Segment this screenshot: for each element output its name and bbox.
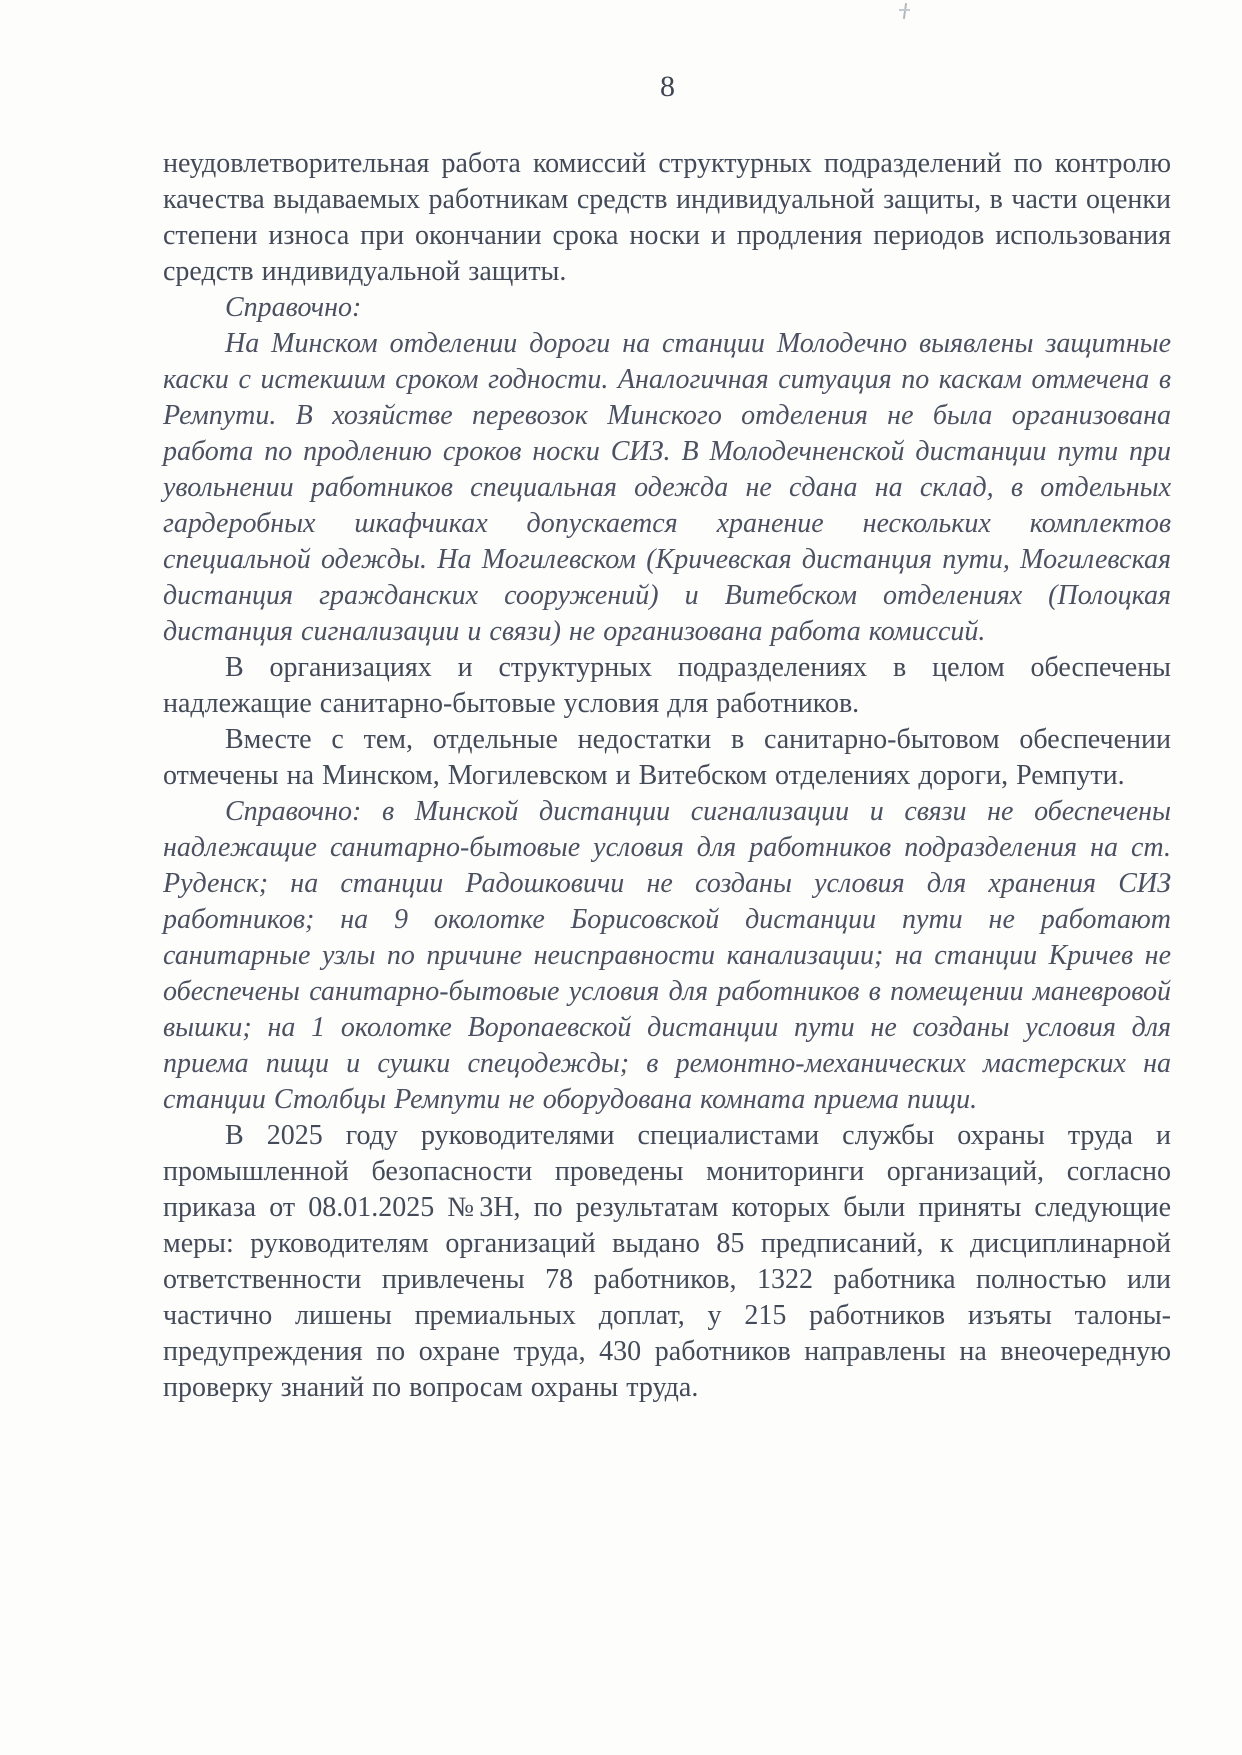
paragraph-sanitary-conditions-overall: В организациях и структурных подразделениях в целом обеспечены надлежащие санитарно-бытовые условия для работников. <box>163 652 1171 719</box>
reference-note-siz-details: На Минском отделении дороги на станции Молодечно выявлены защитные каски с истекшим сроком годности. Аналогичная ситуация по каскам отмечена в Ремпути. В хозяйстве перевозок Минского отделения не была организована работа по продлению сроков носки СИЗ. В Молодечненской дистанции пути при увольнении работников специальная одежда не сдана на склад, в отдельных гардеробных шкафчиках допускается хранение нескольких комплектов специальной одежды. На Могилевском (Кричевская дистанция пути, Могилевская дистанция гражданских сооружений) и Витебском отделениях (Полоцкая дистанция сигнализации и связи) не организована работа комиссий. <box>163 328 1171 647</box>
paragraph-sanitary-shortcomings: Вместе с тем, отдельные недостатки в санитарно-бытовом обеспечении отмечены на Минском, Могилевском и Витебском отделениях дороги, Ремпути. <box>163 724 1171 791</box>
document-body <box>163 146 1171 1406</box>
page-number: 8 <box>660 70 675 103</box>
paragraph-siz-quality-control: неудовлетворительная работа комиссий структурных подразделений по контролю качества выдаваемых работникам средств индивидуальной защиты, в части оценки степени износа при окончании срока носки и продления периодов использования средств индивидуальной защиты. <box>163 148 1171 287</box>
scan-artifact <box>899 3 911 20</box>
reference-note-label: Справочно: <box>225 292 362 323</box>
paragraph-2025-monitoring-results: В 2025 году руководителями специалистами службы охраны труда и промышленной безопасности проведены мониторинги организаций, согласно приказа от 08.01.2025 №3Н, по результатам которых были приняты следующие меры: руководителям организаций выдано 85 предписаний, к дисциплинарной ответственности привлечены 78 работников, 1322 работника полностью или частично лишены премиальных доплат, у 215 работников изъяты талоны-предупреждения по охране труда, 430 работников направлены на внеочередную проверку знаний по вопросам охраны труда. <box>163 1120 1171 1403</box>
reference-note-sanitary-details: Справочно: в Минской дистанции сигнализации и связи не обеспечены надлежащие санитарно-бытовые условия для работников подразделения на ст. Руденск; на станции Радошковичи не созданы условия для хранения СИЗ работников; на 9 околотке Борисовской дистанции пути не работают санитарные узлы по причине неисправности канализации; на станции Кричев не обеспечены санитарно-бытовые условия для работников в помещении маневровой вышки; на 1 околотке Воропаевской дистанции пути не созданы условия для приема пищи и сушки спецодежды; в ремонтно-механических мастерских на станции Столбцы Ремпути не оборудована комната приема пищи. <box>163 796 1171 1115</box>
